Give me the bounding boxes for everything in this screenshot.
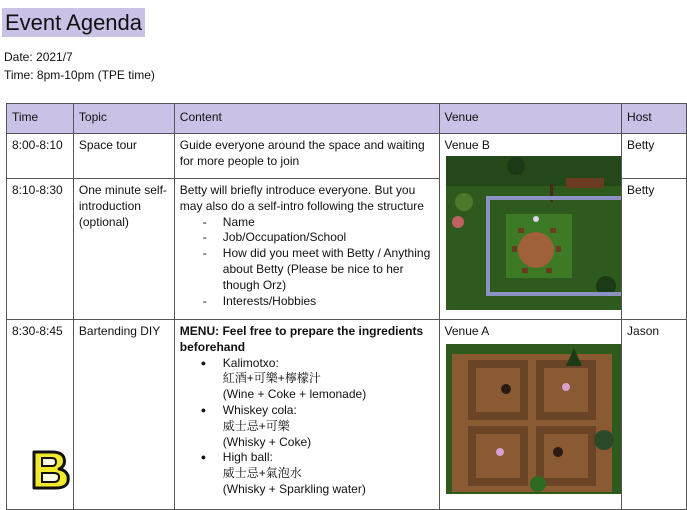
menu-heading: MENU: Feel free to prepare the ingredients beforehand (179, 324, 424, 354)
row-content: Guide everyone around the space and waiting for more people to join (174, 134, 439, 179)
document-title: Event Agenda (2, 8, 145, 37)
drink-recipe-zh: 威士忌+氣泡水 (222, 466, 302, 481)
intro-structure-list (180, 215, 434, 310)
row-topic: Space tour (73, 134, 174, 179)
row-host: Jason (622, 320, 687, 510)
table-header-row (7, 104, 687, 134)
header-content: Content (174, 104, 439, 134)
row-content (174, 179, 439, 320)
game-map-venue-b (446, 156, 621, 310)
drink-recipe-zh: 紅酒+可樂+檸檬汁 (222, 371, 321, 386)
event-date: Date: 2021/7 (4, 50, 73, 64)
content-intro: Betty will briefly introduce everyone. But you may also do a self-intro following the structure (179, 183, 424, 213)
list-item: - Job/Occupation/School (180, 230, 434, 246)
letter-b-logo (26, 446, 74, 494)
list-item: - Interests/Hobbies (180, 294, 434, 310)
drink-name: ● Kalimotxo: (222, 355, 279, 370)
header-time: Time (7, 104, 74, 134)
row-host: Betty (622, 134, 687, 179)
header-venue: Venue (439, 104, 622, 134)
row-topic: Bartending DIY (73, 320, 174, 510)
row-topic: One minute self-introduction (optional) (73, 179, 174, 320)
header-topic: Topic (73, 104, 174, 134)
list-item: - How did you meet with Betty / Anything about Betty (Please be nice to her though Orz) (180, 246, 434, 293)
list-item: - Name (180, 215, 434, 231)
list-item (180, 356, 434, 403)
list-item (180, 403, 434, 450)
drink-name: ● Whiskey cola: (222, 402, 297, 417)
event-time: Time: 8pm-10pm (TPE time) (4, 68, 155, 82)
row-host: Betty (622, 179, 687, 320)
list-item (180, 450, 434, 497)
drink-name: ● High ball: (222, 450, 273, 465)
row-content (174, 320, 439, 510)
venue-label: Venue A (444, 324, 490, 338)
game-map-venue-a (446, 344, 621, 494)
drink-recipe-zh: 威士忌+可樂 (222, 418, 290, 433)
drink-recipe-en: (Whisky + Coke) (222, 434, 312, 449)
venue-label: Venue B (444, 138, 490, 152)
drink-recipe-en: (Wine + Coke + lemonade) (222, 387, 367, 402)
menu-list (180, 356, 434, 498)
drink-recipe-en: (Whisky + Sparkling water) (222, 481, 366, 496)
row-time: 8:30-8:45 (7, 320, 74, 510)
header-host: Host (622, 104, 687, 134)
row-time: 8:10-8:30 (7, 179, 74, 320)
row-time: 8:00-8:10 (7, 134, 74, 179)
